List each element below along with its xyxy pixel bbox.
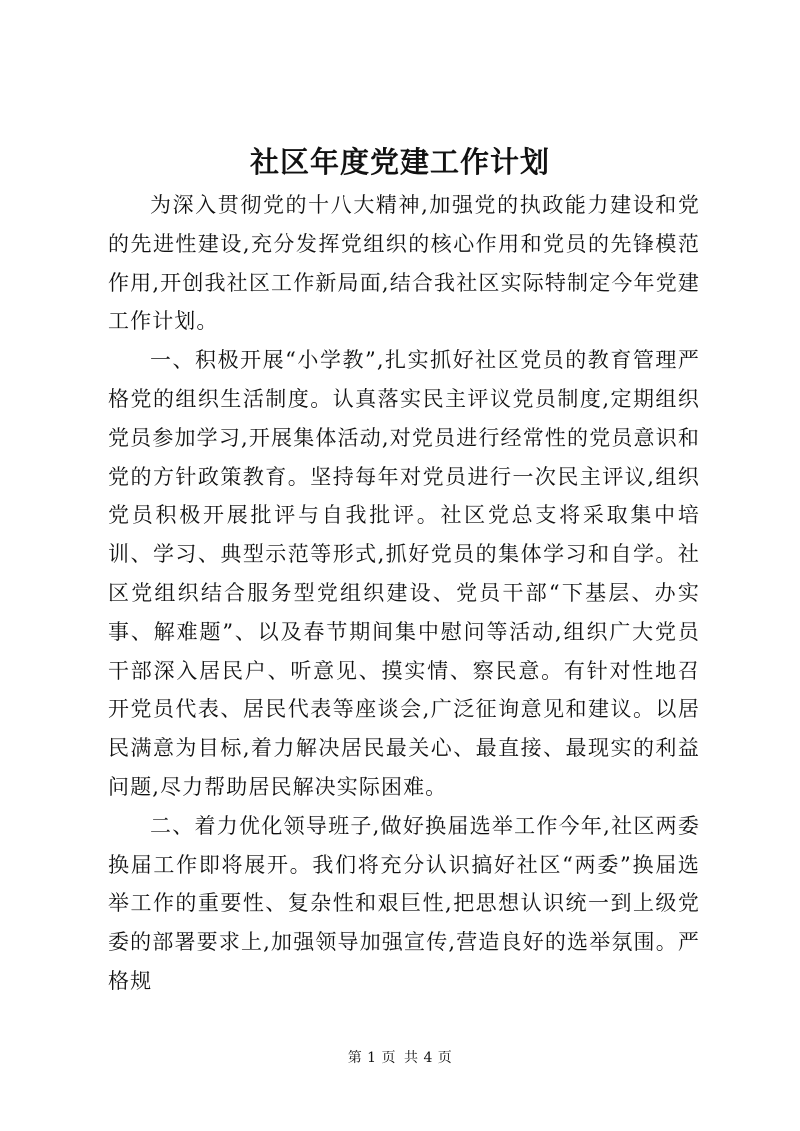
page-footer [0, 1048, 800, 1068]
document-title: 社区年度党建工作计划 [249, 145, 550, 179]
page-total: 共 4 页 [404, 1050, 453, 1066]
paragraph-section-one: 一、积极开展“小学教”,扎实抓好社区党员的教育管理严格党的组织生活制度。认真落实民主评议党员制度,定期组织党员参加学习,开展集体活动,对党员进行经常性的党员意识和党的方针政策教育。坚持每年对党员进行一次民主评议,组织党员积极开展批评与自我批评。社区党总支将采取集中培训、学习、典型示范等形式,抓好党员的集体学习和自学。社区党组织结合服务型党组织建设、党员干部“下基层、办实事、解难题”、以及春节期间集中慰问等活动,组织广大党员干部深入居民户、听意见、摸实情、察民意。有针对性地召开党员代表、居民代表等座谈会,广泛征询意见和建议。以居民满意为目标,着力解决居民最关心、最直接、最现实的利益问题,尽力帮助居民解决实际困难。 [108, 348, 700, 799]
paragraph-intro: 为深入贯彻党的十八大精神,加强党的执政能力建设和党的先进性建设,充分发挥党组织的核心作用和党员的先锋模范作用,开创我社区工作新局面,结合我社区实际特制定今年党建工作计划。 [108, 193, 700, 334]
document-body [108, 186, 700, 1001]
page-number: 第 1 页 [347, 1050, 396, 1066]
paragraph-section-two: 二、着力优化领导班子,做好换届选举工作今年,社区两委换届工作即将展开。我们将充分认识搞好社区“两委”换届选举工作的重要性、复杂性和艰巨性,把思想认识统一到上级党委的部署要求上,加强领导加强宣传,营造良好的选举氛围。严格规 [108, 813, 700, 993]
